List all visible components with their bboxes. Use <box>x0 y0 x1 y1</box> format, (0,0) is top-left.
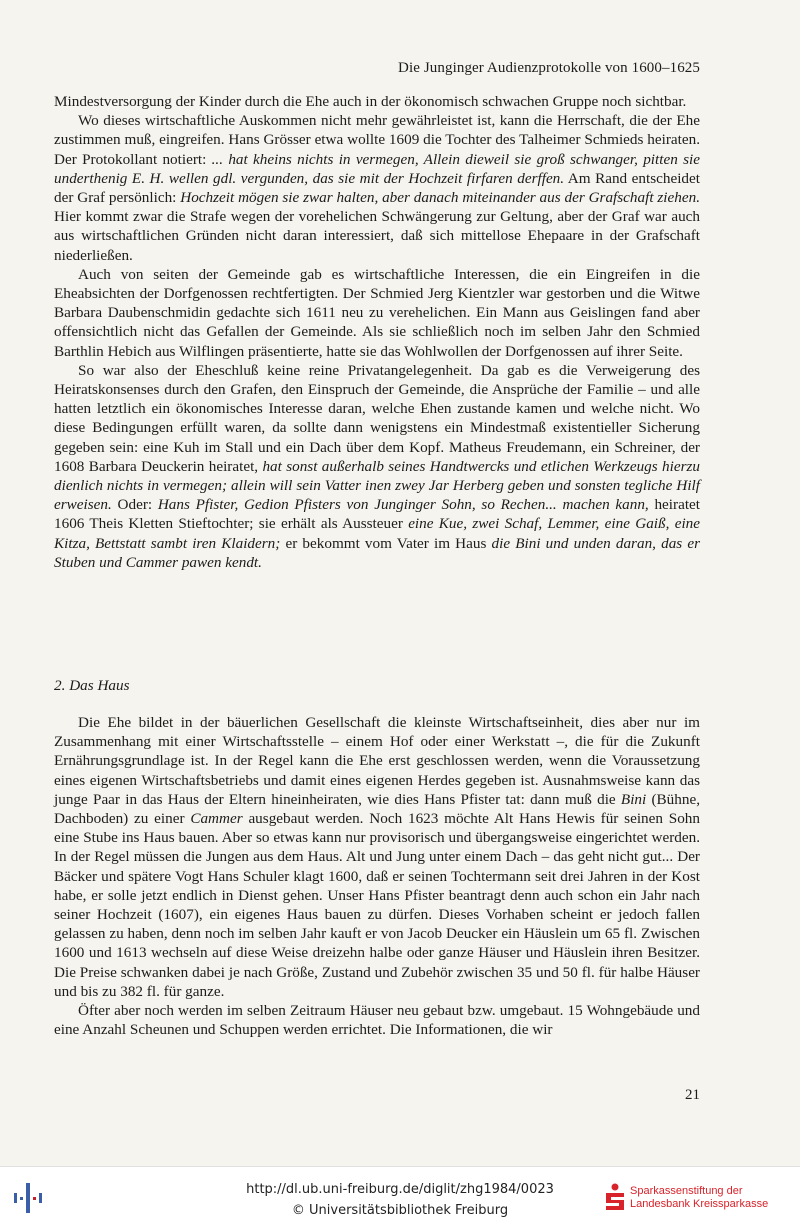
quoted-source-text: Cammer <box>190 810 243 828</box>
sponsor-block <box>604 1183 794 1215</box>
paragraph-text: heiratet 1606 Theis Kletten Stieftochter; sie erhält als Aussteuer <box>54 496 700 533</box>
section-heading: 2. Das Haus <box>54 677 130 694</box>
body-text-section-1 <box>54 92 700 572</box>
paragraph-text: So war also der Eheschluß keine reine Privatangelegenheit. Da gab es die Verweigerung des Heiratskonsenses durch den Grafen, den Einspruch der Gemeinde, die Ansprüche der Familie – und alle hatten letztlich ein ökonomisches Interesse daran, welche Ehen zustande kamen und welche nicht. Wo diese Bedingungen erfüllt waren, da sollte dann wenigstens ein Mindestmaß existentieller Sicherung gegeben sein: eine Kuh im Stall und ein Dach über dem Kopf. Matheus Freudemann, ein Schreiner, der 1608 Barbara Deuckerin heiratet, <box>54 361 700 475</box>
paragraph-text: Mindestversorgung der Kinder durch die Ehe auch in der ökonomisch schwachen Gruppe noch sichtbar. <box>54 93 687 110</box>
quoted-source-text: Hochzeit mögen sie zwar halten, aber danach miteinander aus der Grafschaft ziehen. <box>180 189 700 207</box>
paragraph <box>54 265 700 361</box>
sparkasse-logo-icon <box>604 1183 626 1213</box>
paragraph-text: Wo dieses wirtschaftliche Auskommen nicht mehr gewährleistet ist, kann die Herrschaft, die der Ehe zustimmen muß, eingreifen. Hans Grösser etwa wollte 1609 die Tochter des Talheimer Schmieds heiraten. Der Protokollant notiert: <box>54 112 700 168</box>
paragraph <box>54 1001 700 1039</box>
paragraph <box>54 713 700 1001</box>
paragraph-text: Am Rand entscheidet der Graf persönlich: <box>54 169 700 207</box>
paragraph <box>54 92 700 111</box>
quoted-source-text: hat sonst außerhalb seines Handtwercks und etlichen Werkzeugs hierzu dienlich nichts in vermegen; allein will sein Vatter inen zwey Jar Herberg geben und sonsten tegliche Hilf erweisen. <box>54 457 700 514</box>
paragraph-text: Die Ehe bildet in der bäuerlichen Gesellschaft die kleinste Wirtschaftseinheit, dies aber nur im Zusammenhang mit einer Wirtschaftsstelle – einem Hof oder einer Werkstatt –, die für die Zukunft Ernährungsgrundlage ist. In der Regel kann die Ehe erst geschlossen werden, wenn die Voraussetzung eines eigenen Wirtschaftsbetriebs und damit eines eigenen Herdes gegeben ist. Ausnahmsweise kann das junge Paar in das Haus der Eltern hineinheiraten, wie dies Hans Pfister tat: dann muß die <box>54 714 700 808</box>
quoted-source-text: Hans Pfister, Gedion Pfisters von Junginger Sohn, so Rechen... machen kann, <box>157 496 649 514</box>
paragraph-text: Hier kommt zwar die Strafe wegen der vorehelichen Schwängerung zur Geltung, aber der Graf war auch aus wirtschaftlichen Gründen nicht daran interessiert, daß sich mittellose Ehepaare in der Grafschaft niederließen. <box>54 208 700 264</box>
viewer-footer <box>0 1166 800 1227</box>
body-text-section-2 <box>54 713 700 1039</box>
source-url-link[interactable]: http://dl.ub.uni-freiburg.de/diglit/zhg1984/0023 <box>246 1182 554 1197</box>
sponsor-line-1: Sparkassenstiftung der <box>630 1185 743 1197</box>
sponsor-text <box>630 1185 768 1211</box>
quoted-source-text: eine Kue, zwei Schaf, Lemmer, eine Gaiß, eine Kitza, Bettstatt sambt iren Klaidern; <box>54 515 700 552</box>
quoted-source-text: die Bini und unden daran, das er Stuben und Cammer pawen kendt. <box>54 534 700 571</box>
running-head: Die Junginger Audienzprotokolle von 1600–1625 <box>398 60 700 76</box>
paragraph <box>54 361 700 572</box>
sponsor-line-2: Landesbank Kreissparkasse <box>630 1198 769 1210</box>
paragraph-text: ausgebaut werden. Noch 1623 möchte Alt Hans Hewis für seinen Sohn eine Stube ins Haus bauen. Aber so etwas kann nur provisorisch und übergangsweise eingerichtet werden. In der Regel müssen die Jungen aus dem Haus. Alt und Jung unter einem Dach – das geht nicht gut... Der Bäcker und spätere Vogt Hans Schuler klagt 1600, daß er seinen Tochtermann seit drei Jahren in der Kost habe, er solle jetzt endlich in Dienst gehen. Unser Hans Pfister beantragt denn auch schon ein Jahr nach seiner Hochzeit (1607), ein eigenes Haus bauen zu dürfen. Dieses Vorhaben scheint er jedoch fallen gelassen zu haben, denn noch im selben Jahr kauft er von Jacob Deucker ein Häuslein um 65 fl. Zwischen 1600 und 1613 wechseln auf diese Weise dreizehn halbe oder ganze Häuser und Häuslein ihren Besitzer. Die Preise schwanken dabei je nach Größe, Zustand und Zubehör zwischen 35 und 50 fl. für halbe Häuser und bis zu 382 fl. für ganze. <box>54 810 700 1000</box>
paragraph-text: er bekommt vom Vater im Haus <box>280 534 492 552</box>
page-number: 21 <box>685 1087 700 1103</box>
copyright-text: © Universitätsbibliothek Freiburg <box>291 1203 509 1218</box>
quoted-source-text: Bini <box>620 790 647 808</box>
quoted-source-text: ... hat kheins nichts in vermegen, Allein dieweil sie groß schwanger, pitten sie underthenig E. H. wellen gdl. vergunden, das sie mit der Hochzeit firfaren derffen. <box>54 150 700 187</box>
paragraph-text: Öfter aber noch werden im selben Zeitraum Häuser neu gebaut bzw. umgebaut. 15 Wohngebäude und eine Anzahl Scheunen und Schuppen werden errichtet. Die Informationen, die wir <box>54 1002 700 1039</box>
paragraph <box>54 111 700 265</box>
paragraph-text: Auch von seiten der Gemeinde gab es wirtschaftliche Interessen, die ein Eingreifen in die Eheabsichten der Dorfgenossen rechtfertigten. Der Schmied Jerg Kientzler war gestorben und die Witwe Barbara Daubenschmidin gedachte sich 1611 neu zu verehelichen. Ein Mann aus Geislingen fand aber offensichtlich nicht das Gefallen der Gemeinde. Als sie schließlich noch im selben Jahr den Schmied Barthlin Hebich aus Wilflingen präsentierte, hatte sie das Wohlwollen der Dorfgenossen auf ihrer Seite. <box>54 265 700 360</box>
paragraph-text: (Bühne, Dachboden) zu einer <box>54 790 700 828</box>
paragraph-text: Oder: <box>111 496 158 514</box>
